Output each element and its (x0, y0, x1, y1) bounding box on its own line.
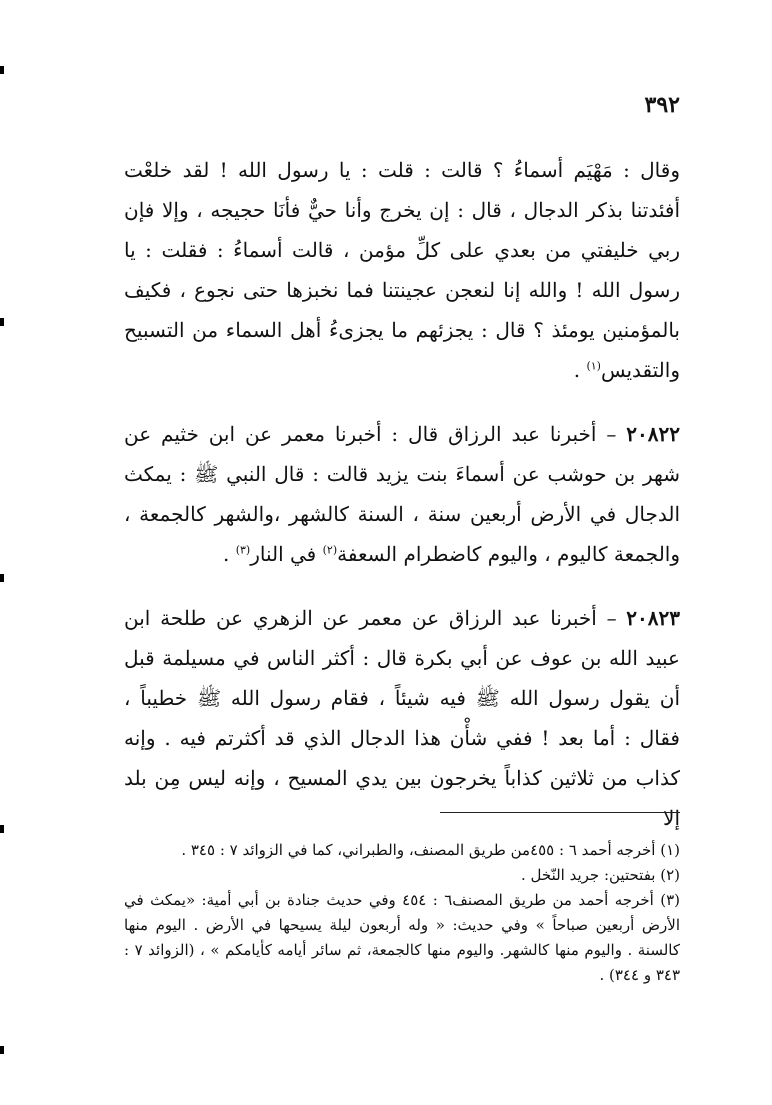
paragraph-end: . (222, 542, 236, 566)
footnote-reference: (٣) (235, 543, 251, 557)
footnotes (124, 838, 680, 988)
scan-edge-mark (0, 574, 4, 582)
hadith-20822 (124, 414, 680, 574)
footnote-reference: (١) (586, 359, 601, 373)
scan-edge-mark (0, 66, 4, 74)
hadith-number: ٢٠٨٢٢ (626, 422, 680, 446)
footnote: (١) أخرجه أحمد ٦ : ٤٥٥من طريق المصنف، والطبراني، كما في الزوائد ٧ : ٣٤٥ . (181, 841, 680, 859)
footnote: (٢) بفتحتين: جريد النّخل . (520, 866, 680, 884)
paragraph-text: – أخبرنا عبد الرزاق قال : أخبرنا معمر عن ابن خثيم عن شهر بن حوشب عن أسماءَ بنت يزيد قالت : قال النبي ﷺ : يمكث الدجال في الأرض أربعين سنة ، السنة كالشهر ،والشهر كالجمعة ، والجمعة كاليوم ، واليوم كاضطرام السعفة (124, 422, 680, 566)
scan-edge-mark (0, 825, 4, 833)
footnote: (٣) أخرجه أحمد من طريق المصنف٦ : ٤٥٤ وفي حديث جنادة بن أبي أمية: «يمكث في الأرض أربعين صباحاً » وفي حديث: « وله أربعون ليلة يسيحها في الأرض . اليوم منها كالسنة . واليوم منها كالشهر. واليوم منها كالجمعة، ثم سائر أيامه كأيامكم » ، (الزوائد ٧ : ٣٤٣ و ٣٤٤) . (124, 891, 680, 984)
main-text (124, 150, 680, 838)
page-number: ٣٩٢ (644, 92, 680, 118)
paragraph-text: وقال : مَهْيَم أسماءُ ؟ قالت : قلت : يا رسول الله ! لقد خلعْت أفئدتنا بذكر الدجال ، قال : إن يخرج وأنا حيٌّ فأنَا حجيجه ، وإلا فإن ربي خليفتي من بعدي على كلِّ مؤمن ، قالت أسماءُ : فقلت : يا رسول الله ! والله إنا لنعجن عجينتنا فما نخبزها حتى نجوع ، فكيف بالمؤمنين يومئذ ؟ قال : يجزئهم ما يجزىءُ أهل السماء من التسبيح والتقديس (124, 158, 680, 382)
scan-edge-mark (0, 1046, 4, 1054)
paragraph-text: – أخبرنا عبد الرزاق عن معمر عن الزهري عن طلحة ابن عبيد الله بن عوف عن أبي بكرة قال : أكثر الناس في مسيلمة قبل أن يقول رسول الله ﷺ فيه شيئاً ، فقام رسول الله ﷺ خطيباً ، فقال : أما بعد ! ففي شأْن هذا الدجال الذي قد أكثرتم فيه . وإنه كذاب من ثلاثين كذاباً يخرجون بين يدي المسيح ، وإنه ليس مِن بلد إلا (124, 606, 680, 830)
paragraph-text: في النار (250, 542, 323, 566)
hadith-number: ٢٠٨٢٣ (626, 606, 680, 630)
footnote-divider (440, 812, 680, 813)
hadith-20823 (124, 598, 680, 838)
footnote-reference: (٢) (322, 543, 338, 557)
paragraph-continuation (124, 150, 680, 390)
paragraph-end: . (573, 358, 587, 382)
scan-edge-mark (0, 318, 4, 326)
